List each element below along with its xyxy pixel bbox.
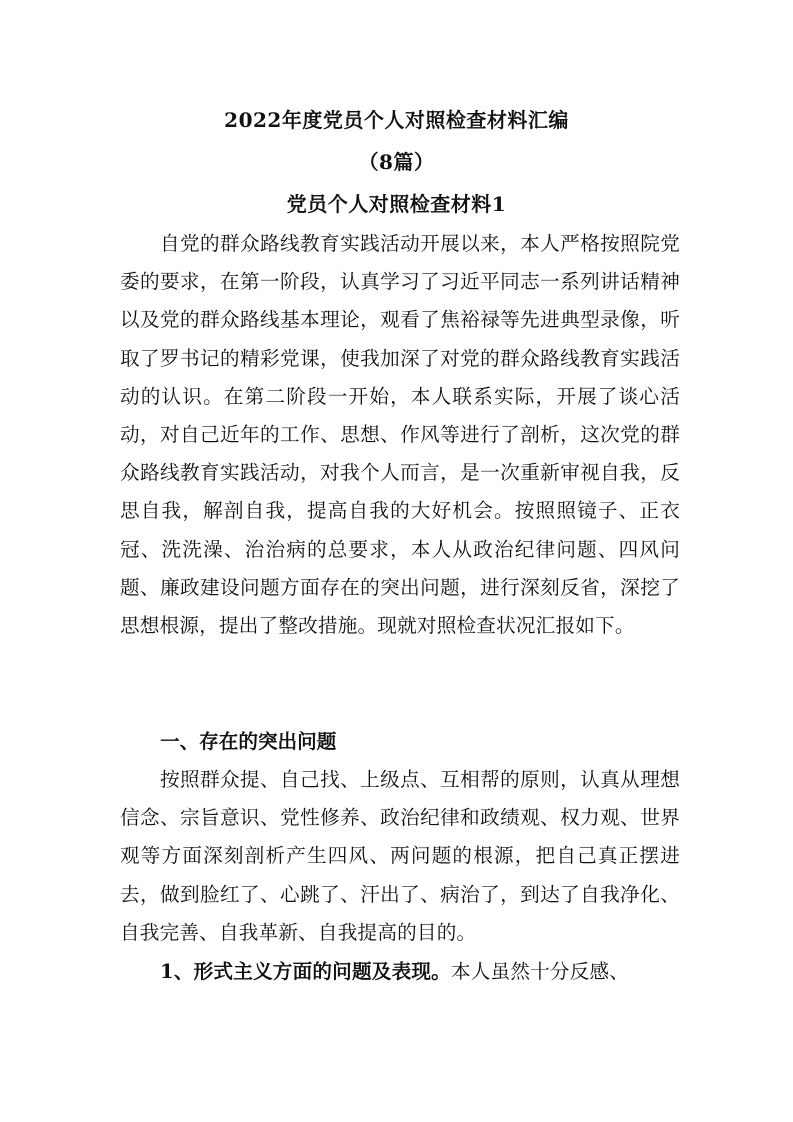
heading-outstanding-problems: 一、存在的突出问题 xyxy=(160,730,337,753)
paragraph-intro: 自党的群众路线教育实践活动开展以来，本人严格按照院党委的要求，在第一阶段，认真学习了习近平同志一系列讲话精神以及党的群众路线基本理论，观看了焦裕禄等先进典型录像，听取了罗书记的精彩党课，使我加深了对党的群众路线教育实践活动的认识。在第二阶段一开始，本人联系实际，开展了谈心活动，对自己近年的工作、思想、作风等进行了剖析，这次党的群众路线教育实践活动，对我个人而言，是一次重新审视自我，反思自我，解剖自我，提高自我的大好机会。按照照镜子、正衣冠、洗洗澡、治治病的总要求，本人从政治纪律问题、四风问题、廉政建设问题方面存在的突出问题，进行深刻反省，深挖了思想根源，提出了整改措施。现就对照检查状况汇报如下。 xyxy=(120,232,680,638)
document-title: 2022年度党员个人对照检查材料汇编 xyxy=(224,108,569,132)
formalism-text: 本人虽然十分反感、 xyxy=(450,960,630,983)
paragraph-principles: 按照群众提、自己找、上级点、互相帮的原则，认真从理想信念、宗旨意识、党性修养、政治纪律和政绩观、权力观、世界观等方面深刻剖析产生四风、两问题的根源，把自己真正摆进去，做到脸红了、心跳了、汗出了、病治了，到达了自我净化、自我完善、自我革新、自我提高的目的。 xyxy=(120,768,680,944)
document-subtitle: （8篇） xyxy=(358,150,435,174)
paragraph-formalism xyxy=(120,953,680,991)
formalism-heading: 1、形式主义方面的问题及表现。 xyxy=(160,960,451,983)
section-title: 党员个人对照检查材料1 xyxy=(286,192,507,216)
